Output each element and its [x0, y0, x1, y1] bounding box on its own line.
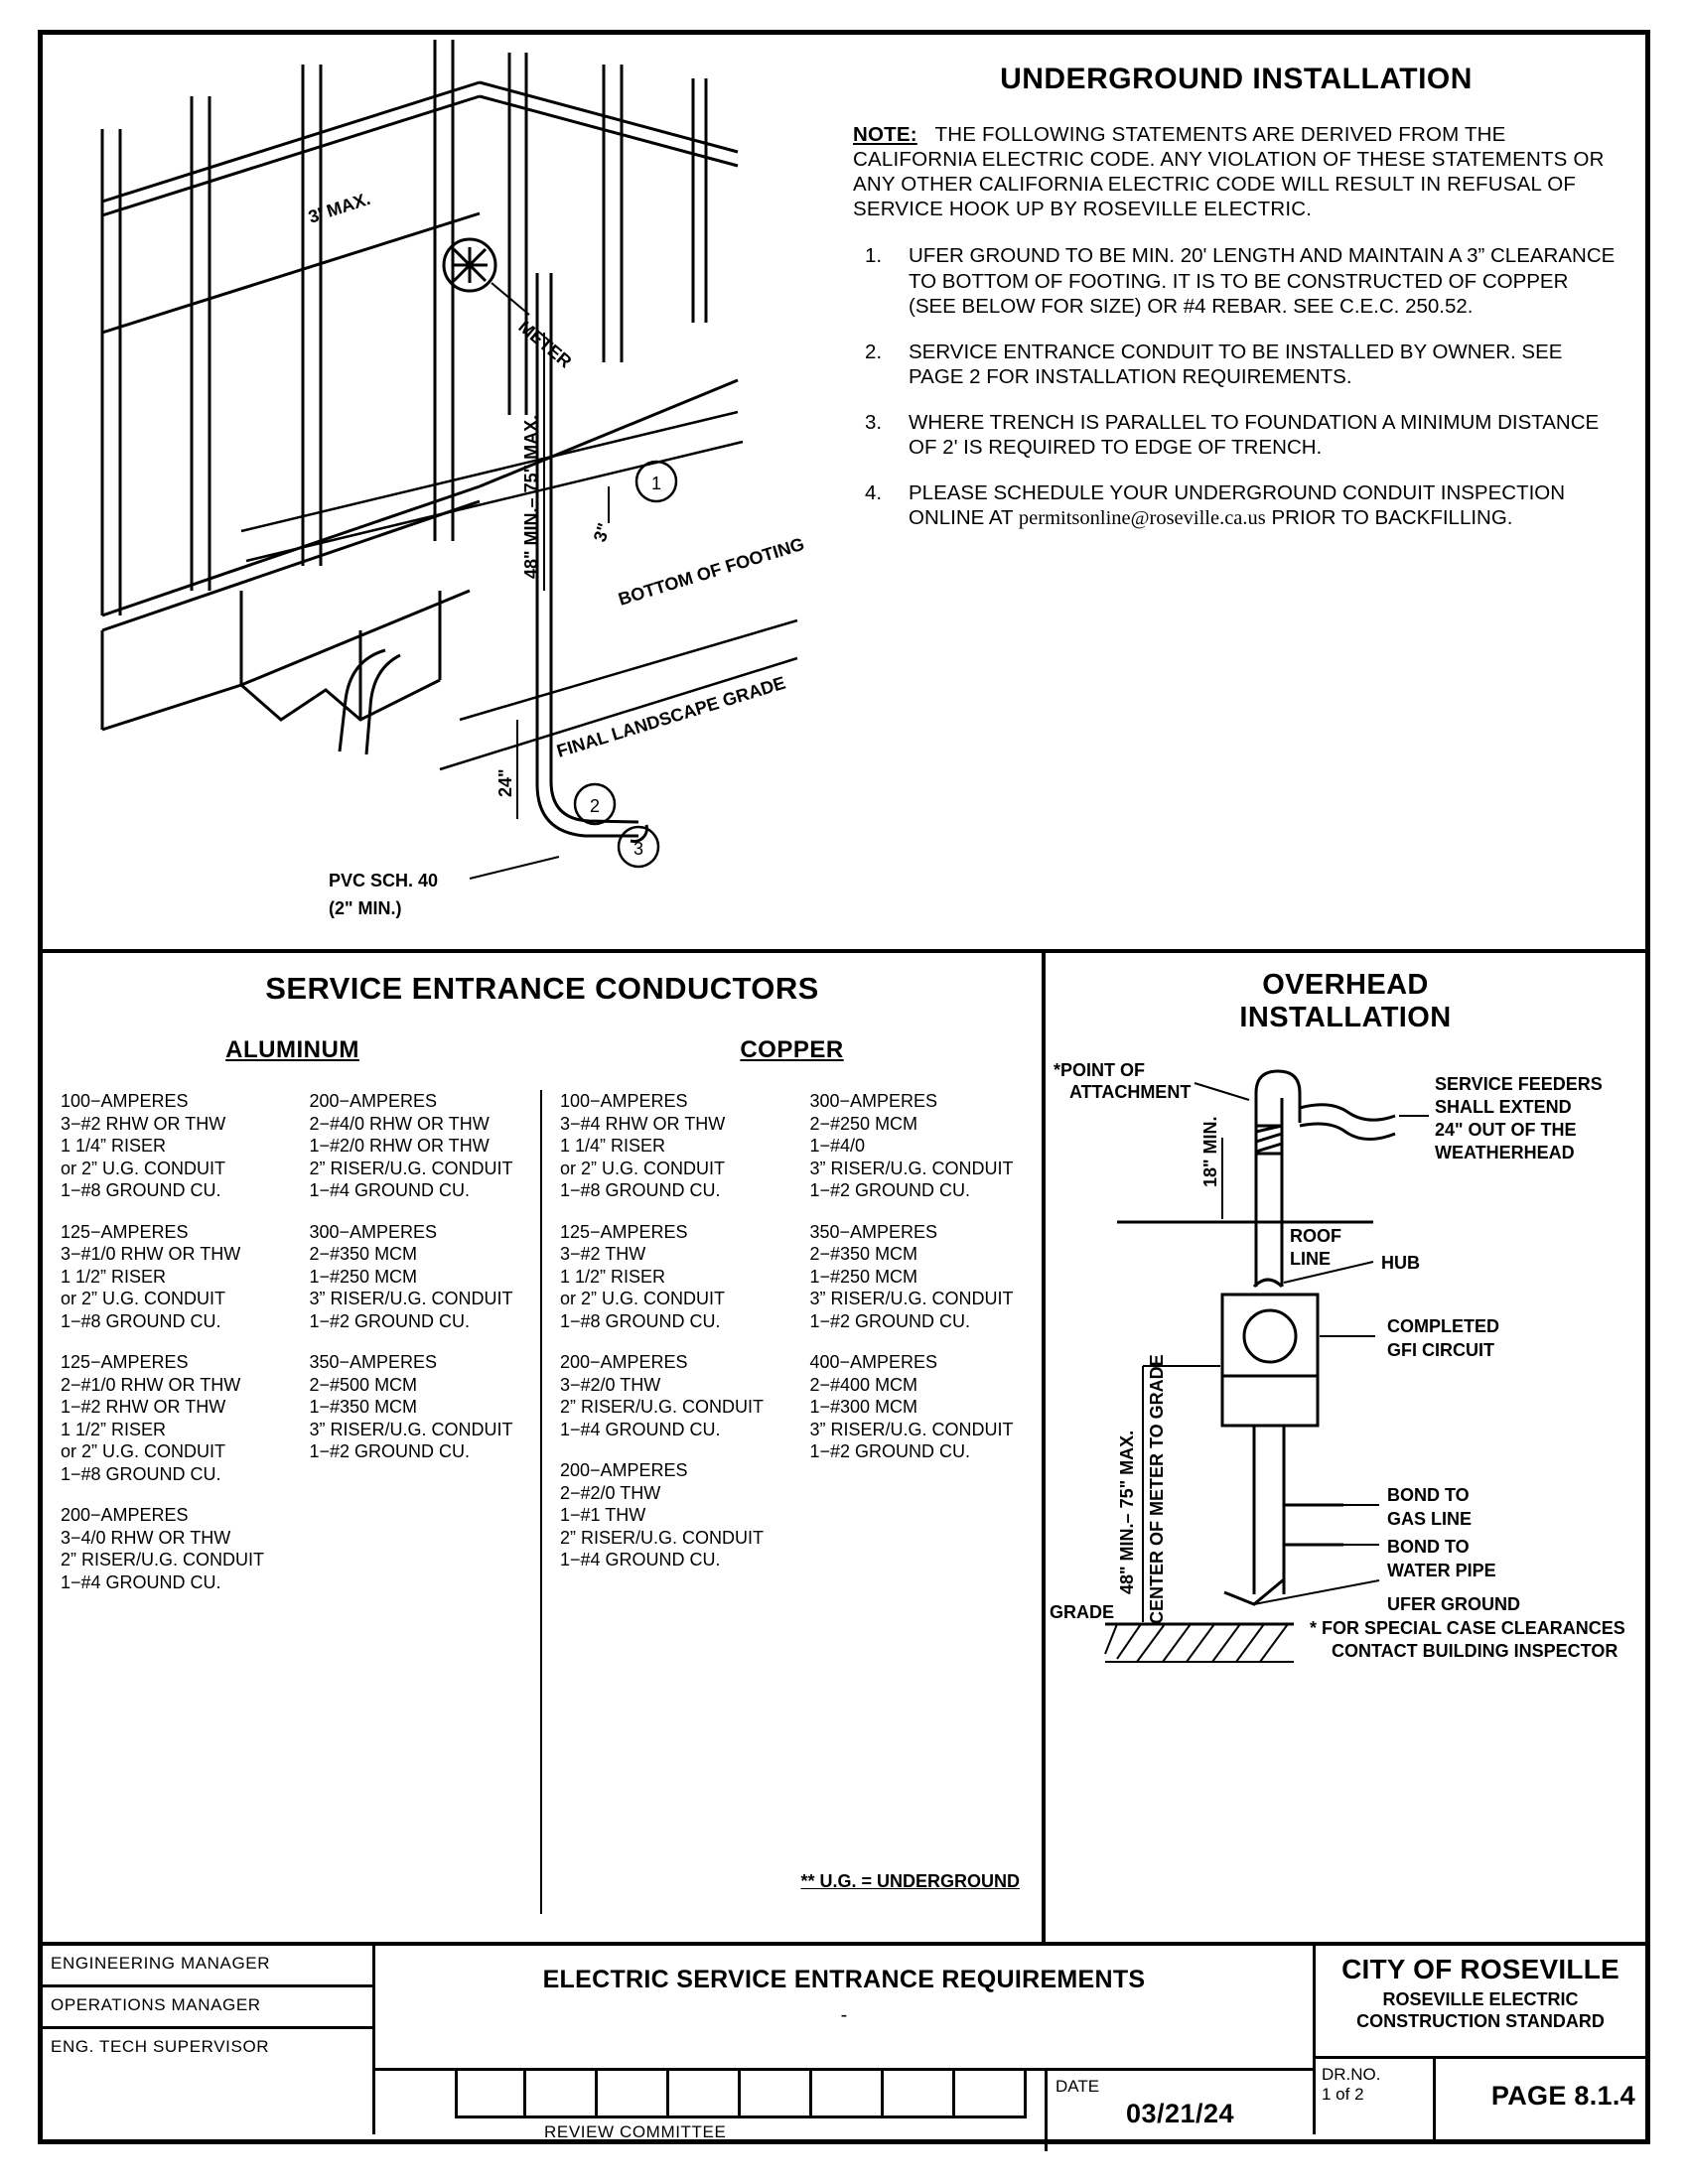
overhead-title-line1: OVERHEAD [1262, 969, 1429, 1001]
requirement-number: 4. [865, 480, 883, 504]
label-roof: ROOF [1290, 1226, 1341, 1246]
spec-line: 2−#1/0 RHW OR THW [61, 1374, 241, 1395]
spec-line: 3−#2 THW [560, 1244, 646, 1264]
label-roof-line: LINE [1290, 1249, 1332, 1269]
spec-line: 3−#4 RHW OR THW [560, 1113, 726, 1134]
spec-line: 2” RISER/U.G. CONDUIT [61, 1550, 265, 1570]
spec-line: 2” RISER/U.G. CONDUIT [560, 1397, 765, 1417]
service-entrance-conductors-pane [43, 953, 1046, 1942]
spec-block [810, 1351, 1043, 1463]
label-hub: HUB [1381, 1253, 1420, 1273]
spec-line: 1−#2 GROUND CU. [809, 1180, 971, 1200]
spec-line: 100−AMPERES [61, 1091, 189, 1111]
overhead-title-line2: INSTALLATION [1239, 1002, 1452, 1033]
label-bond-gas-2: GAS LINE [1387, 1509, 1473, 1529]
spec-line: 1−#2 GROUND CU. [809, 1310, 971, 1331]
label-pvc-line1: PVC SCH. 40 [329, 871, 439, 890]
spec-line: 1−#250 MCM [309, 1266, 418, 1287]
spec-block [560, 1459, 792, 1571]
spec-block [560, 1221, 792, 1333]
date-value: 03/21/24 [1125, 2099, 1235, 2128]
label-feeders-2: SHALL EXTEND [1435, 1097, 1572, 1117]
spec-line: 200−AMPERES [61, 1505, 189, 1525]
balloon-1: 1 [651, 474, 662, 493]
spec-line: 350−AMPERES [809, 1221, 938, 1242]
spec-line: 2−#4/0 RHW OR THW [309, 1113, 490, 1134]
label-gfi-2: GFI CIRCUIT [1387, 1340, 1494, 1360]
label-meter-height: 48" MIN.– 75" MAX. [521, 414, 541, 579]
city-subtitle [1316, 1988, 1645, 2032]
drawing-number-label: DR.NO. [1322, 2065, 1381, 2084]
underground-abbrev-note: ** U.G. = UNDERGROUND [800, 1871, 1020, 1891]
requirement-item [865, 410, 1616, 461]
spec-line: 3” RISER/U.G. CONDUIT [809, 1419, 1014, 1439]
title-block-right [1316, 1946, 1645, 2134]
spec-line: 3” RISER/U.G. CONDUIT [809, 1289, 1014, 1308]
requirement-text: SERVICE ENTRANCE CONDUIT TO BE INSTALLED BY OWNER. SEE PAGE 2 FOR INSTALLATION REQUIREMENTS. [909, 340, 1563, 388]
spec-line: 2” RISER/U.G. CONDUIT [309, 1158, 513, 1178]
label-footnote-2: CONTACT BUILDING INSPECTOR [1332, 1641, 1618, 1661]
spec-line: 1−#2 RHW OR THW [61, 1397, 226, 1417]
drawing-number-value: 1 of 2 [1322, 2085, 1364, 2104]
conductor-columns [43, 1090, 1042, 1914]
copper-column-1 [542, 1090, 792, 1914]
spec-block [560, 1351, 792, 1440]
label-24in-depth: 24" [495, 768, 515, 797]
spec-line: 1−#4 GROUND CU. [560, 1419, 721, 1439]
drawing-subtitle: - [840, 2004, 848, 2026]
revision-cell[interactable] [741, 2071, 812, 2118]
spec-line: 2” RISER/U.G. CONDUIT [560, 1527, 765, 1548]
spec-line: 3−#2 RHW OR THW [61, 1113, 226, 1134]
revision-cell[interactable] [669, 2071, 741, 2118]
spec-line: 1−#4/0 [809, 1136, 866, 1156]
balloon-3: 3 [633, 839, 644, 859]
aluminum-header: ALUMINUM [225, 1036, 359, 1063]
label-bond-gas-1: BOND TO [1387, 1485, 1470, 1505]
spec-line: 125−AMPERES [61, 1221, 189, 1242]
spec-block [560, 1090, 792, 1202]
label-grade: GRADE [1050, 1602, 1115, 1622]
aluminum-column-2 [292, 1090, 541, 1914]
eng-manager-row: ENGINEERING MANAGER [43, 1946, 372, 1987]
underground-title: UNDERGROUND INSTALLATION [1000, 63, 1473, 95]
spec-line: 3” RISER/U.G. CONDUIT [309, 1419, 513, 1439]
requirement-number: 2. [865, 340, 883, 363]
label-bottom-of-footing: BOTTOM OF FOOTING [616, 533, 807, 610]
spec-line: 2−#250 MCM [809, 1113, 918, 1134]
spec-block [61, 1351, 292, 1485]
date-box [1045, 2071, 1313, 2151]
spec-line: or 2” U.G. CONDUIT [560, 1289, 726, 1308]
spec-line: 300−AMPERES [809, 1091, 938, 1111]
label-18in-min: 18" MIN. [1200, 1116, 1220, 1187]
spec-line: 1−#2 GROUND CU. [309, 1310, 471, 1331]
spec-line: 3−#1/0 RHW OR THW [61, 1244, 241, 1264]
revision-cell[interactable] [526, 2071, 598, 2118]
label-3in-clearance: 3" [589, 520, 615, 545]
label-footnote-1: * FOR SPECIAL CASE CLEARANCES [1310, 1618, 1625, 1638]
divider [1433, 2059, 1436, 2139]
note-text: THE FOLLOWING STATEMENTS ARE DERIVED FROM THE CALIFORNIA ELECTRIC CODE. ANY VIOLATION OF THESE STATEMENTS OR ANY OTHER CALIFORNIA ELECTRIC CODE WILL RESULT IN REFUSAL OF SERVICE HOOK UP BY ROSEVILLE ELECTRIC. [853, 123, 1605, 220]
revision-cells [455, 2071, 1027, 2118]
requirement-item [865, 480, 1616, 532]
spec-line: or 2” U.G. CONDUIT [61, 1441, 226, 1461]
spec-line: 3−#2/0 THW [560, 1374, 661, 1395]
copper-header: COPPER [740, 1036, 844, 1063]
signature-block [43, 1946, 375, 2134]
spec-line: 3−4/0 RHW OR THW [61, 1527, 231, 1548]
label-pvc-line2: (2" MIN.) [329, 898, 402, 918]
numbered-requirements [865, 243, 1616, 532]
ops-manager-row: OPERATIONS MANAGER [43, 1987, 372, 2029]
spec-line: or 2” U.G. CONDUIT [560, 1158, 726, 1178]
spec-line: 350−AMPERES [309, 1352, 438, 1372]
label-gfi-1: COMPLETED [1387, 1316, 1500, 1336]
balloon-2: 2 [590, 796, 601, 816]
spec-line: 200−AMPERES [309, 1091, 438, 1111]
note-label: NOTE: [853, 123, 917, 146]
label-point-of-attachment-2: ATTACHMENT [1069, 1082, 1192, 1102]
spec-block [810, 1221, 1043, 1333]
spec-line: 1−#350 MCM [309, 1397, 418, 1417]
label-point-of-attachment-1: *POINT OF [1054, 1060, 1146, 1080]
copper-group [542, 1090, 1042, 1914]
revision-cell[interactable] [884, 2071, 955, 2118]
city-subtitle-line1: ROSEVILLE ELECTRIC [1382, 1989, 1579, 2009]
spec-block [310, 1351, 541, 1463]
spec-block [310, 1221, 541, 1333]
requirement-text: WHERE TRENCH IS PARALLEL TO FOUNDATION A MINIMUM DISTANCE OF 2' IS REQUIRED TO EDGE OF TRENCH. [909, 410, 1600, 459]
spec-line: 2−#350 MCM [309, 1244, 418, 1264]
requirement-text [909, 480, 1616, 532]
spec-line: 1−#8 GROUND CU. [560, 1180, 721, 1200]
label-feeders-3: 24" OUT OF THE [1435, 1120, 1577, 1140]
spec-line: 2−#2/0 THW [560, 1482, 661, 1503]
spec-line: 1−#2 GROUND CU. [809, 1441, 971, 1461]
spec-line: 1−#4 GROUND CU. [61, 1571, 221, 1592]
spec-line: 1 1/4” RISER [61, 1136, 167, 1156]
aluminum-column-1 [43, 1090, 292, 1914]
spec-line: 200−AMPERES [560, 1460, 688, 1480]
underground-installation-section [43, 35, 1645, 953]
requirement-item [865, 340, 1616, 390]
spec-line: 400−AMPERES [809, 1352, 938, 1372]
requirement-text-after: PRIOR TO BACKFILLING. [1265, 506, 1513, 529]
drawing-sheet [38, 30, 1650, 2144]
underground-notes-pane [827, 35, 1645, 949]
spec-line: 1−#8 GROUND CU. [61, 1310, 221, 1331]
spec-block [310, 1090, 541, 1202]
spec-line: 300−AMPERES [309, 1221, 438, 1242]
title-block [43, 1946, 1645, 2141]
date-label: DATE [1055, 2077, 1100, 2096]
spec-line: 200−AMPERES [560, 1352, 688, 1372]
revision-cell[interactable] [455, 2071, 526, 2118]
revision-cell[interactable] [598, 2071, 669, 2118]
spec-line: 1 1/2” RISER [61, 1419, 167, 1439]
label-bond-water-1: BOND TO [1387, 1537, 1470, 1557]
drawing-title: ELECTRIC SERVICE ENTRANCE REQUIREMENTS [542, 1966, 1146, 1993]
spec-line: 1 1/2” RISER [560, 1266, 666, 1287]
spec-line: 2−#400 MCM [809, 1374, 918, 1395]
spec-line: 1−#300 MCM [809, 1397, 918, 1417]
spec-line: 125−AMPERES [61, 1352, 189, 1372]
spec-line: 3” RISER/U.G. CONDUIT [309, 1289, 513, 1308]
overhead-title [1046, 969, 1645, 1034]
conductors-title: SERVICE ENTRANCE CONDUCTORS [265, 971, 819, 1006]
spec-block [61, 1090, 292, 1202]
spec-line: 1 1/4” RISER [560, 1136, 666, 1156]
city-identity [1316, 1954, 1645, 2059]
review-committee-label: REVIEW COMMITTEE [544, 2122, 727, 2141]
spec-block [61, 1504, 292, 1593]
spec-block [810, 1090, 1043, 1202]
title-block-center [375, 1946, 1316, 2141]
spec-line: 1−#4 GROUND CU. [560, 1550, 721, 1570]
spec-block [61, 1221, 292, 1333]
copper-column-2 [792, 1090, 1043, 1914]
page-identity [1316, 2059, 1645, 2139]
revision-cell[interactable] [812, 2071, 884, 2118]
spec-line: 1−#2 GROUND CU. [309, 1441, 471, 1461]
label-final-landscape-grade: FINAL LANDSCAPE GRADE [554, 672, 788, 761]
spec-line: 2−#500 MCM [309, 1374, 418, 1395]
city-subtitle-line2: CONSTRUCTION STANDARD [1356, 2011, 1605, 2031]
spec-line: 3” RISER/U.G. CONDUIT [809, 1158, 1014, 1178]
spec-line: 1 1/2” RISER [61, 1266, 167, 1287]
spec-line: 1−#8 GROUND CU. [560, 1310, 721, 1331]
spec-line: 1−#2/0 RHW OR THW [309, 1136, 490, 1156]
label-feeders-1: SERVICE FEEDERS [1435, 1074, 1603, 1094]
spec-line: 1−#4 GROUND CU. [309, 1180, 471, 1200]
spec-line: 1−#8 GROUND CU. [61, 1180, 221, 1200]
drawing-title-area [375, 1966, 1313, 2071]
drawing-number [1322, 2065, 1381, 2105]
spec-line: 1−#1 THW [560, 1505, 646, 1525]
label-meter: METER [514, 316, 576, 372]
note-paragraph [853, 122, 1610, 221]
eng-tech-supervisor-row: ENG. TECH SUPERVISOR [51, 2037, 270, 2056]
requirement-text: UFER GROUND TO BE MIN. 20' LENGTH AND MAINTAIN A 3” CLEARANCE TO BOTTOM OF FOOTING. IT IS TO BE CONSTRUCTED OF COPPER (SEE BELOW FOR SIZE) OR #4 REBAR. SEE C.E.C. 250.52. [909, 244, 1616, 318]
spec-line: 2−#350 MCM [809, 1244, 918, 1264]
revision-cell[interactable] [955, 2071, 1027, 2118]
requirement-number: 3. [865, 410, 883, 434]
label-bond-water-2: WATER PIPE [1387, 1561, 1496, 1580]
overhead-svg [1046, 1038, 1645, 1932]
iso-svg [43, 35, 827, 949]
spec-line: 100−AMPERES [560, 1091, 688, 1111]
underground-isometric-drawing [43, 35, 827, 949]
spec-line: or 2” U.G. CONDUIT [61, 1289, 226, 1308]
spec-line: 1−#250 MCM [809, 1266, 918, 1287]
overhead-installation-pane [1046, 953, 1645, 1942]
page-number: PAGE 8.1.4 [1490, 2081, 1635, 2111]
conductor-material-headers [43, 1036, 1042, 1064]
spec-line: 125−AMPERES [560, 1221, 688, 1242]
aluminum-group [43, 1090, 542, 1914]
city-name: CITY OF ROSEVILLE [1341, 1954, 1619, 1984]
spec-line: 1−#8 GROUND CU. [61, 1463, 221, 1484]
permits-email-link[interactable]: permitsonline@roseville.ca.us [1018, 507, 1266, 529]
revision-area [375, 2071, 1313, 2151]
spec-line: or 2” U.G. CONDUIT [61, 1158, 226, 1178]
requirement-text-before: PLEASE SCHEDULE YOUR UNDERGROUND CONDUIT INSPECTION ONLINE AT [909, 480, 1566, 529]
label-ufer-ground: UFER GROUND [1387, 1594, 1520, 1614]
label-3ft-max: 3' MAX. [306, 188, 373, 227]
label-meter-height-range: 48" MIN.– 75" MAX. [1117, 1430, 1137, 1594]
label-center-of-meter: CENTER OF METER TO GRADE [1147, 1354, 1167, 1624]
middle-section [43, 953, 1645, 1946]
requirement-number: 1. [865, 244, 883, 267]
requirement-item [865, 243, 1616, 320]
label-feeders-4: WEATHERHEAD [1435, 1143, 1575, 1162]
